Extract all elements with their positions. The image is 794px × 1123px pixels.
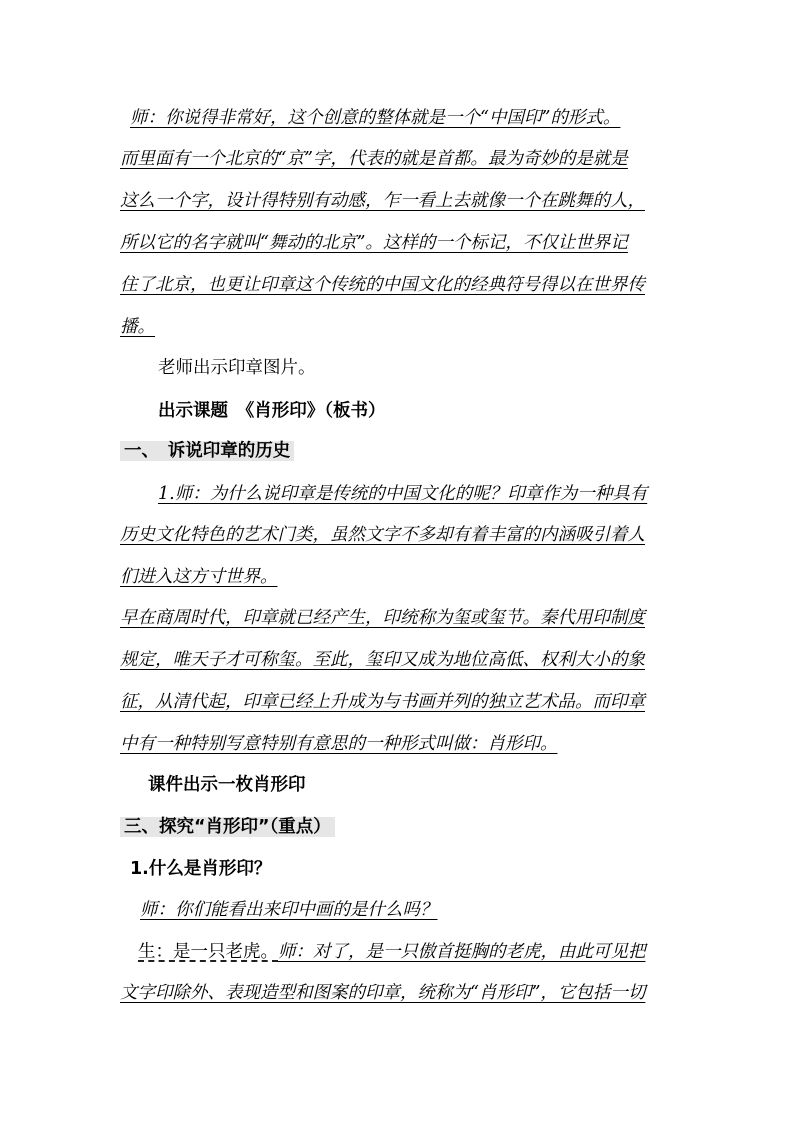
paragraph-line: 住了北京，也更让印章这个传统的中国文化的经典符号得以在世界传 bbox=[120, 275, 645, 295]
subheading-what-is: 1.什么是肖形印？ bbox=[130, 859, 272, 879]
lesson-title-line: 出示课题 《肖形印》（板书） bbox=[158, 401, 386, 421]
section-heading-text: 三、探究“肖形印”（重点） bbox=[120, 817, 335, 837]
teacher-shows-line: 老师出示印章图片。 bbox=[158, 358, 316, 378]
answer-line bbox=[138, 940, 698, 964]
student-answer: 生：是一只老虎。 bbox=[138, 942, 278, 962]
paragraph-line: 中有一种特别写意特别有意思的一种形式叫做：肖形印。 bbox=[120, 734, 558, 754]
paragraph-line: 师：你说得非常好，这个创意的整体就是一个“中国印”的形式。 bbox=[130, 108, 621, 128]
question-line: 师：你们能看出来印中画的是什么吗？ bbox=[140, 900, 438, 920]
paragraph-line: 而里面有一个北京的“京”字，代表的就是首都。最为奇妙的是就是 bbox=[120, 149, 628, 169]
paragraph-line: 文字印除外、表现造型和图案的印章，统称为“肖形印”，它包括一切 bbox=[120, 983, 646, 1003]
paragraph-line: 这么一个字，设计得特别有动感，乍一看上去就像一个在跳舞的人， bbox=[120, 191, 645, 211]
paragraph-line: 所以它的名字就叫“舞动的北京”。这样的一个标记，不仅让世界记 bbox=[120, 233, 628, 253]
paragraph-line: 播。 bbox=[120, 317, 155, 337]
paragraph-line: 早在商周时代，印章就已经产生，印统称为玺或玺节。秦代用印制度 bbox=[120, 608, 645, 628]
paragraph-line: 历史文化特色的艺术门类，虽然文字不多却有着丰富的内涵吸引着人 bbox=[120, 525, 645, 545]
section-heading-3 bbox=[120, 815, 680, 839]
courseware-line: 课件出示一枚肖形印 bbox=[148, 775, 306, 795]
paragraph-line: 1.师：为什么说印章是传统的中国文化的呢？印章作为一种具有 bbox=[158, 484, 648, 504]
teacher-answer: 师：对了，是一只傲首挺胸的老虎，由此可见把 bbox=[278, 942, 646, 962]
section-heading-text: 一、 诉说印章的历史 bbox=[120, 441, 294, 461]
paragraph-line: 征，从清代起，印章已经上升成为与书画并列的独立艺术品。而印章 bbox=[120, 692, 645, 712]
paragraph-line: 规定，唯天子才可称玺。至此，玺印又成为地位高低、权利大小的象 bbox=[120, 650, 645, 670]
paragraph-line: 们进入这方寸世界。 bbox=[120, 567, 278, 587]
section-heading-1 bbox=[120, 439, 680, 463]
